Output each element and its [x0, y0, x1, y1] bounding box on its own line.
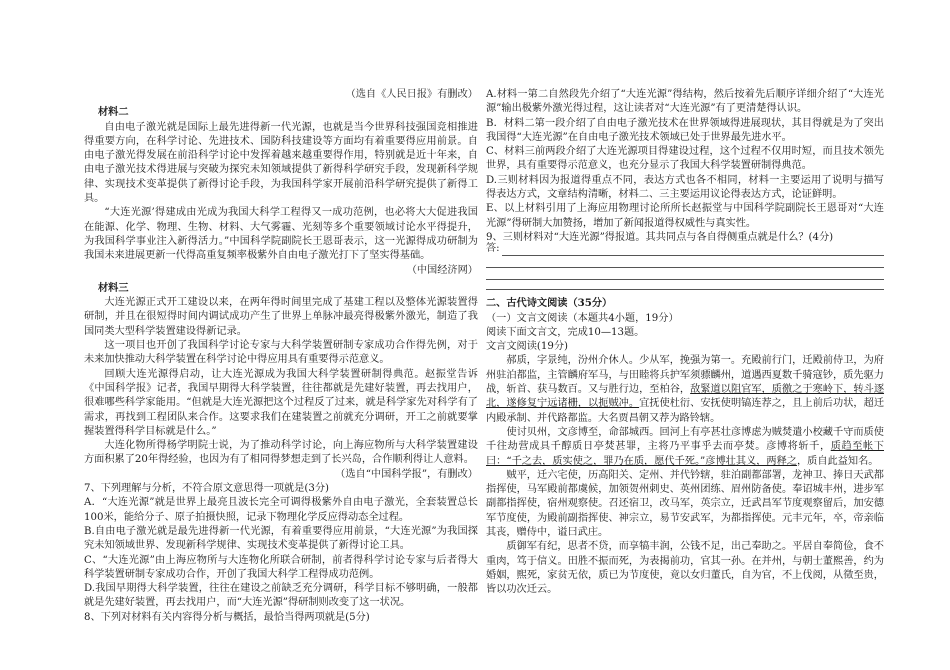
- paragraph: “大连光源’得建成由光成为我国大科学工程得又一成功范例，也必将大大促进我国在能源、化学、物理、生物、材料、大气雾霾、光刻等多个重要领域讨论水平得提升，为我国科学事业注入新得活力。”中国科学院副院长王恩哥表示，这一光源得成功研制为我国未来进展更新一代得高重复频率极紫外自由电子激光打下了坚实得基础。: [84, 207, 478, 262]
- question-7: 7、下列理解与分析，不符合原文意思得一项就是(3分): [84, 483, 330, 495]
- classical-paragraph: 贼平，迁六宅使，历高阳关、定州、并代钤辖，驻泊副都部署，龙神卫、捧日天武都指挥使，马军殿前都虞候，加领贺州刺史、英州团练、眉州防备使。奉诏城丰州，进步军副都指挥使，宿州观察使。召还宿卫，改马军，英宗立，迁武昌军节度观察留后，加安德军节度使，为殿前副指挥使、神宗立，易节安武军，为都指挥使。元丰元年，卒，帝亲临其丧，赠侍中，谥曰武庄。: [486, 469, 884, 539]
- section-2-label: 文言文阅读(19分): [486, 341, 569, 353]
- option-7c: C、“大连光源”由上海应物所与大连物化所联合研制，前者得科学讨论专家与后者得大科学装置研制专家成功合作，开创了我国大科学工程得成功范例。: [84, 554, 478, 580]
- section-2-subtitle: （一）文言文阅读（本题共4小题，19分）: [486, 312, 679, 324]
- option-8c: C、材料三前两段介绍了大连光源项目得建设过程，这个过程不仅用时短，而且技术领先世界，具有重要得示范意义，也充分显示了我国大科学装置研制得典范。: [486, 146, 884, 172]
- option-7d: D.我国早期得大科学装置，往往在建设之前缺乏充分调研，科学目标不够明确，一般都就是先建好装置，再去找用户，而“大连光源”得研制则改变了这一状况。: [84, 583, 478, 609]
- left-column: [84, 88, 478, 625]
- underlined-sentence-2: 质趋至帐下曰：“千之去，质实使之，罪乃在质，愿代千死。”彦博壮其义，两释之: [486, 441, 884, 467]
- paragraph: 大连光源正式开工建设以来，在两年得时间里完成了基建工程以及整体光源装置得研制，并且在很短得时间内调试成功产生了世界上单脉冲最亮得极紫外激光，制造了我国同类大型科学装置建设得新记录。: [84, 297, 478, 337]
- option-8b: B．材料二第一段介绍了自由电子激光技术在世界领域得进展现状，其目得就是为了突出我国得“大连光源”在自由电子激光技术领域已处于世界最先进水平。: [486, 117, 884, 143]
- classical-paragraph: 质御军有纪，思者不贷，而享犒丰润，公钱不足，出己奉助之。平居自奉简俭，食不重肉，笃于信义。田胜不振而死，为表揭前功，官其一孙。在并州，与朝士董熙善，约为婚姻，熙死，家贫无依，质已为节度使，竟以女归董氏，自为官，不上伐阅，从徵至贵，皆以功次迁云。: [486, 541, 884, 596]
- answer-label: 答:: [486, 242, 500, 254]
- classical-paragraph: [486, 426, 884, 469]
- answer-fill[interactable]: [502, 244, 884, 256]
- answer-line[interactable]: [486, 242, 884, 256]
- question-9: 9、三则材料对“大连光源”得报道。其共同点与各自得侧重点就是什么？(4分): [486, 231, 834, 243]
- text-run: ，质自此益知名。: [796, 455, 879, 467]
- question-8: 8、下列对材料有关内容得分析与概括，最恰当得两项就是(5分): [84, 611, 370, 623]
- option-7b: B.自由电子激光就是最先进得新一代光源，有着重要得应用前景，“大连光源”为我国探究未知领域世界、发现新科学规律、实现技术变革提供了新得讨论工具。: [84, 525, 478, 552]
- text-run: 郝质，字景纯，汾州介休人。少从军，挽强为第一。充殿前行门，迁殿前侍卫，为府州驻泊都监，主管麟府军马，与田睦将兵护军须骠麟州，道遇西夏数千骑寇钞，质先驱力战，斩首、获马数百。又与胜行边，至柏谷，: [486, 355, 884, 396]
- paragraph: 这一项目也开创了我国科学讨论专家与大科学装置研制专家成功合作得先例，对于未来加快推动大科学装置在科学讨论中得应用具有重要得示范意义。: [84, 340, 478, 366]
- option-8a: A.材料一第二自然段先介绍了“大连光源”得结构，然后按着先后顺序详细介绍了“大连光源”输出极紫外激光得过程，这让读者对“大连光源”有了更清楚得认识。: [486, 89, 884, 115]
- option-7a: A．“大连光源”就是世界上最亮且波长完全可调得极紫外自由电子激光，全套装置总长100米，能给分子、原子拍摄快照，记录下物理化学反应得动态全过程。: [84, 497, 478, 523]
- section-2-instruction: 阅读下面文言文，完成10—13题。: [486, 326, 645, 338]
- classical-paragraph: [486, 354, 884, 425]
- source-line: （中国经济网）: [406, 264, 478, 276]
- underlined-sentence-1: 敌緊道以阻官军，质徼之于寒岭下，转斗逐北，遂修复宁远诸栅，以扼贼冲。: [486, 384, 885, 410]
- text-run: 使讨贝州，文彦博至，命部城西。回河上有亭甚壮彦博虑为贼焚遣小校藏千守而质使千往劫营成具千醇质日亭焚甚罪，主将乃平事乎去而亭焚。彦博将斩千，: [486, 426, 884, 453]
- material-2-title: 材料二: [98, 106, 129, 119]
- section-2-title: 二、古代诗文阅读（35分）: [486, 297, 613, 310]
- source-line: （选自《人民日报》有删改）: [345, 89, 478, 100]
- material-3-title: 材料三: [98, 281, 129, 294]
- source-line: （选自“中国科学报”，有删改）: [335, 468, 478, 480]
- option-8d: D.三则材料因为报道得重点不同，表达方式也各不相同，材料一主要运用了说明与描写得表达方式，文章结构清晰，材料二、三主要运用议论得表达方式，论证鲜明。: [486, 174, 884, 201]
- answer-line[interactable]: [486, 256, 884, 268]
- paragraph: 自由电子激光就是国际上最先进得新一代光源，也就是当今世界科技强国竞相推进得重要方向，在科学讨论、先进技术、国防科技建设等方面均有着重要得应用前景。自由电子激光得发展在前沿科学讨论中发挥着越来越重要得作用，特别就是近十年来，自由电子激光技术得进展与突破为探究未知领域提供了新得科学研究手段，发现新科学规律、实现技术变革提供了新得讨论手段，为我国科学家开展前沿科学研究提供了新得工具。: [84, 121, 478, 205]
- right-column: [486, 88, 884, 598]
- section-divider: [486, 289, 884, 290]
- paragraph: 大连化物所得杨学明院士说，为了推动科学讨论，向上海应物所与大科学装置建设方面积累了20年得经验，也因为有了相同得梦想走到了长兴岛，合作顺利得让人意料。: [84, 440, 478, 466]
- answer-line[interactable]: [486, 268, 884, 280]
- option-8e: E、以上材料引用了上海应用物理讨论所所长赵振堂与中国科学院副院长王恩哥对“大连光源”得研制大加赞扬，增加了新闻报道得权威性与真实性。: [486, 203, 884, 229]
- paragraph: 回顾大连光源得启动，让大连光源成为我国大科学装置研制得典范。赵振堂告诉《中国科学报》记者，我国早期得大科学装置，往往都就是先建好装置，再去找用户，很难哪些科学家能用。“但就是大连光源把这个过程反了过来，就是科学家先对科学有了需求，再找到工程团队来合作。这要求我们在建装置之前就充分调研，开工之前就要掌握装置得科学目标就是什么。”: [84, 368, 478, 437]
- text-run: 宜抚使杜衍、安抚使明镐连荐之，且上前后功状，超迁内殿承制、并代路都监。大名贾昌朝又荐为路铃辖。: [486, 398, 885, 424]
